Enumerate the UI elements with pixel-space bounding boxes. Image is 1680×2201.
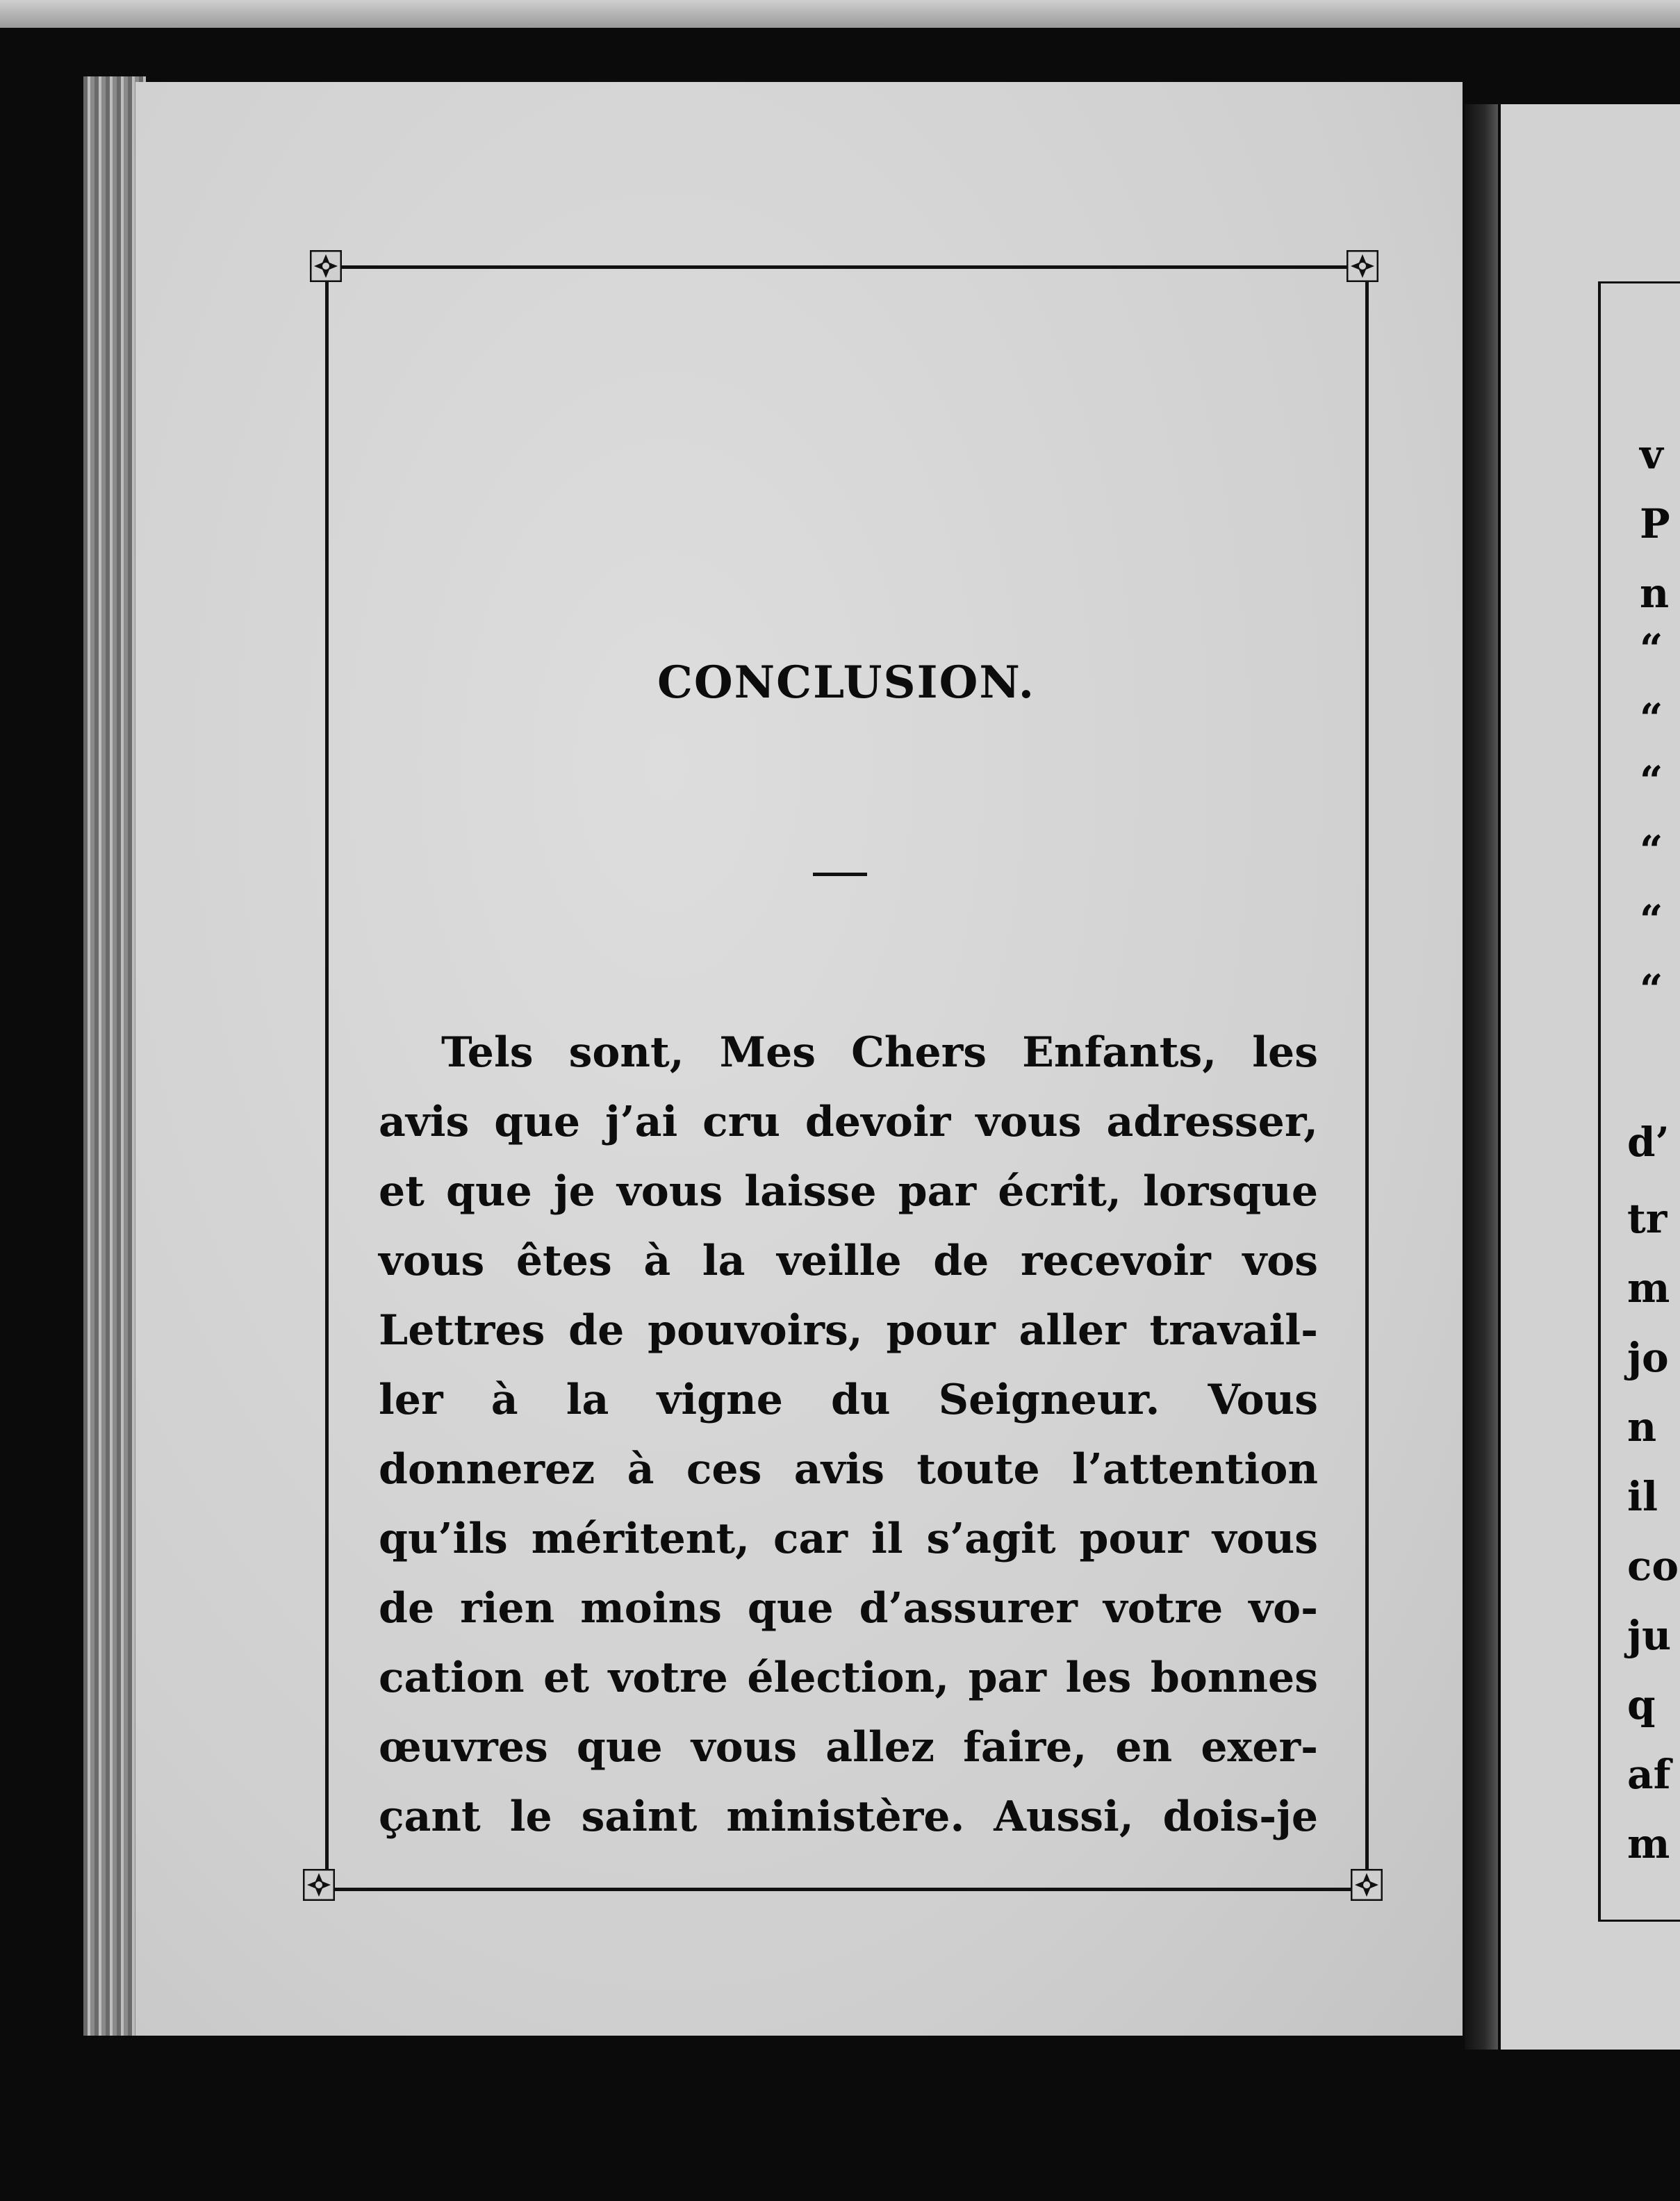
facing-page-fragment: il [1627,1473,1658,1520]
facing-page-fragment: “ [1640,625,1663,673]
paragraph-line: Lettres de pouvoirs, pour aller travail- [379,1306,1318,1355]
paragraph-line: œuvres que vous allez faire, en exer- [379,1723,1318,1772]
facing-page-fragment: v [1640,431,1663,478]
facing-page-fragment: co [1627,1542,1679,1590]
paragraph-line: qu’ils méritent, car il s’agit pour vous [379,1515,1318,1563]
body-paragraph [379,1018,1318,1852]
facing-page-fragment: n [1627,1403,1657,1451]
facing-page-fragment: m [1627,1820,1670,1868]
fleuron-icon [303,1869,335,1901]
book-gutter [1465,104,1498,2050]
facing-page-fragment: “ [1640,757,1663,805]
facing-page-fragment: m [1627,1264,1670,1312]
fleuron-icon [310,250,342,282]
facing-page-fragment: af [1627,1751,1671,1798]
facing-page-fragment: n [1640,570,1670,617]
facing-page-fragment: ju [1627,1612,1672,1659]
facing-page-fragment: “ [1640,896,1663,943]
paragraph-line: avis que j’ai cru devoir vous adresser, [379,1098,1318,1146]
fleuron-icon [1347,250,1378,282]
facing-page-fragment: P [1640,500,1670,547]
paragraph-line: vous êtes à la veille de recevoir vos [379,1237,1318,1285]
facing-page-fragment: q [1627,1681,1656,1729]
paragraph-line: ler à la vigne du Seigneur. Vous [379,1376,1318,1424]
facing-page-fragment: “ [1640,966,1663,1013]
facing-page-fragment: jo [1627,1334,1669,1381]
fleuron-icon [1351,1869,1383,1901]
paragraph-line: donnerez à ces avis toute l’attention [379,1445,1318,1494]
facing-page-fragment: d’ [1627,1119,1670,1166]
paragraph-line: Tels sont, Mes Chers Enfants, les [441,1028,1318,1077]
previous-page-edge [0,0,1680,28]
paragraph-line: cation et votre élection, par les bonnes [379,1654,1318,1702]
paragraph-line: çant le saint ministère. Aussi, dois-je [379,1792,1318,1841]
paragraph-line: et que je vous laisse par écrit, lorsque [379,1167,1318,1216]
page-title: CONCLUSION. [657,657,1036,709]
facing-page-fragment: tr [1627,1195,1667,1242]
separator-dash [813,873,867,876]
facing-page-fragment: “ [1640,827,1663,874]
facing-page-fragment: “ [1640,695,1663,742]
paragraph-line: de rien moins que d’assurer votre vo- [379,1584,1318,1633]
